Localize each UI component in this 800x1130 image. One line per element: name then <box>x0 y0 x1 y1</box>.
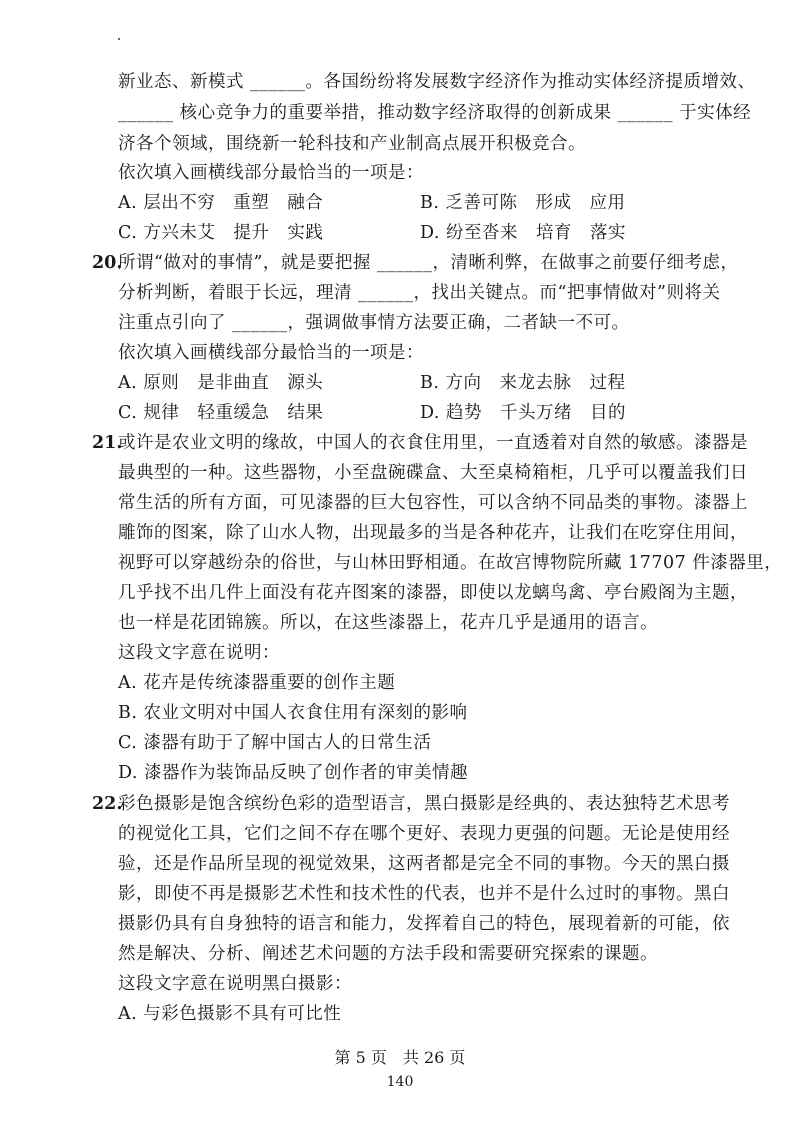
q20-line-2: 分析判断，着眼于长远，理清 ______，找出关键点。而“把事情做对”则将关 <box>118 283 721 304</box>
q21-line-7: 也一样是花团锦簇。所以，在这些漆器上，花卉几乎是通用的语言。 <box>118 613 658 634</box>
q21-line-6: 几乎找不出几件上面没有花卉图案的漆器，即使以龙螭鸟禽、亭台殿阁为主题， <box>118 583 748 604</box>
q20-option-c: C. 规律 轻重缓急 结果 <box>118 402 324 423</box>
q19-prompt: 依次填入画横线部分最恰当的一项是： <box>118 163 424 184</box>
q20-line-3: 注重点引向了 ______，强调做事情方法要正确，二者缺一不可。 <box>118 313 630 334</box>
q22-line-4: 影，即使不再是摄影艺术性和技术性的代表，也并不是什么过时的事物。黑白 <box>118 883 730 904</box>
q19-line-2: ______ 核心竞争力的重要举措，推动数字经济取得的创新成果 ______ 于实体经 <box>118 102 752 123</box>
scan-mark <box>118 38 120 40</box>
q20-option-b: B. 方向 来龙去脉 过程 <box>420 372 626 393</box>
q22-line-5: 摄影仍具有自身独特的语言和能力，发挥着自己的特色，展现着新的可能，依 <box>118 913 730 934</box>
q22-line-3: 验，还是作品所呈现的视觉效果，这两者都是完全不同的事物。今天的黑白摄 <box>118 853 730 874</box>
q19-line-1: 新业态、新模式 ______。各国纷纷将发展数字经济作为推动实体经济提质增效、 <box>118 72 756 92</box>
q22-prompt: 这段文字意在说明黑白摄影： <box>118 973 352 994</box>
q21-line-5: 视野可以穿越纷杂的俗世，与山林田野相通。在故宫博物院所藏 17707 件漆器里， <box>118 553 783 574</box>
q21-line-3: 常生活的所有方面，可见漆器的巨大包容性，可以含纳不同品类的事物。漆器上 <box>118 492 748 513</box>
q22-line-1: 彩色摄影是饱含缤纷色彩的造型语言，黑白摄影是经典的、表达独特艺术思考 <box>118 793 730 814</box>
q21-option-c: C. 漆器有助于了解中国古人的日常生活 <box>118 733 432 754</box>
page-footer-number: 140 <box>386 1074 414 1090</box>
q19-line-3: 济各个领域，围绕新一轮科技和产业制高点展开积极竞合。 <box>118 133 586 154</box>
q20-number: 20. <box>92 253 123 274</box>
q22-option-a: A. 与彩色摄影不具有可比性 <box>118 1004 342 1024</box>
q21-prompt: 这段文字意在说明： <box>118 643 280 664</box>
q21-number: 21. <box>92 432 123 453</box>
q22-number: 22. <box>92 793 123 814</box>
q20-line-1: 所谓“做对的事情”，就是要把握 ______，清晰利弊，在做事之前要仔细考虑， <box>118 253 739 274</box>
q19-option-d: D. 纷至沓来 培育 落实 <box>420 223 627 244</box>
q21-option-b: B. 农业文明对中国人衣食住用有深刻的影响 <box>118 703 468 724</box>
q22-line-6: 然是解决、分析、阐述艺术问题的方法手段和需要研究探索的课题。 <box>118 943 658 964</box>
q21-line-2: 最典型的一种。这些器物，小至盘碗碟盒、大至桌椅箱柜，几乎可以覆盖我们日 <box>118 462 748 483</box>
q22-line-2: 的视觉化工具，它们之间不存在哪个更好、表现力更强的问题。无论是使用经 <box>118 823 730 844</box>
q21-option-a: A. 花卉是传统漆器重要的创作主题 <box>118 673 396 694</box>
q20-option-a: A. 原则 是非曲直 源头 <box>118 372 324 393</box>
q21-option-d: D. 漆器作为装饰品反映了创作者的审美情趣 <box>118 763 469 784</box>
q19-option-c: C. 方兴未艾 提升 实践 <box>118 223 324 244</box>
q21-line-4: 雕饰的图案，除了山水人物，出现最多的当是各种花卉，让我们在吃穿住用间， <box>118 522 748 543</box>
q20-prompt: 依次填入画横线部分最恰当的一项是： <box>118 343 424 364</box>
q21-line-1: 或许是农业文明的缘故，中国人的衣食住用里，一直透着对自然的敏感。漆器是 <box>118 432 748 453</box>
q19-option-a: A. 层出不穷 重塑 融合 <box>118 193 324 214</box>
q19-option-b: B. 乏善可陈 形成 应用 <box>420 193 626 214</box>
q20-option-d: D. 趋势 千头万绪 目的 <box>420 402 627 423</box>
page-footer-label: 第 5 页 共 26 页 <box>334 1048 466 1067</box>
